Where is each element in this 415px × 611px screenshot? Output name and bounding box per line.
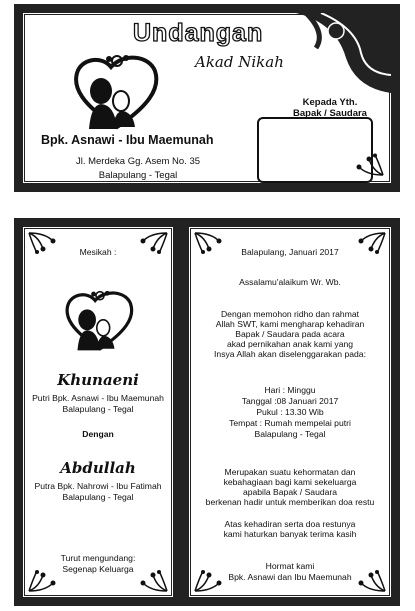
intro-line: Dengan memohon ridho dan rahmat bbox=[220, 309, 360, 319]
intro-line: akad pernikahan anak kami yang bbox=[226, 339, 354, 349]
bride-city: Balapulang - Tegal bbox=[62, 404, 134, 414]
date-place: Balapulang, Januari 2017 bbox=[241, 247, 339, 257]
cover-address bbox=[63, 155, 213, 183]
closing-line-1: Turut mengundang: bbox=[60, 553, 136, 563]
bride-name: Khunaeni bbox=[57, 371, 139, 389]
recipient-line-1: Kepada Yth. bbox=[302, 97, 358, 108]
cover-subtitle: Akad Nikah bbox=[195, 53, 284, 71]
groom-city: Balapulang - Tegal bbox=[62, 492, 134, 502]
left-header: Mesikah : bbox=[79, 247, 117, 257]
couple-heart-icon bbox=[71, 49, 163, 131]
honor-line: Merupakan suatu kehormatan dan bbox=[224, 467, 356, 477]
with-label: Dengan bbox=[82, 429, 114, 439]
closing-line-2: Segenap Keluarga bbox=[62, 564, 134, 574]
inner-left-panel bbox=[14, 218, 182, 606]
bride-parents: Putri Bpk. Asnawi - Ibu Maemunah bbox=[32, 393, 164, 403]
cover-hosts: Bpk. Asnawi - Ibu Maemunah bbox=[41, 133, 214, 147]
address-line-2: Balapulang - Tegal bbox=[98, 170, 178, 181]
signoff-label: Hormat kami bbox=[265, 561, 315, 571]
honor-line: berkenan hadir untuk memberikan doa restu bbox=[205, 497, 375, 507]
intro-line: Insya Allah akan diselenggarakan pada: bbox=[214, 349, 366, 359]
groom-name: Abdullah bbox=[60, 459, 136, 477]
intro-line: Allah SWT, kami mengharap kehadiran bbox=[215, 319, 365, 329]
recipient-line-2: Bapak / Saudara bbox=[293, 108, 367, 119]
honor-line: kebahagiaan bagi kami sekeluarga bbox=[223, 477, 357, 487]
signoff-names: Bpk. Asnawi dan Ibu Maemunah bbox=[228, 572, 352, 582]
thanks-line: kami haturkan banyak terima kasih bbox=[223, 529, 357, 539]
event-time: Pukul : 13.30 Wib bbox=[256, 407, 324, 417]
swirl-corner-icon bbox=[276, 13, 391, 93]
thanks-line: Atas kehadiran serta doa restunya bbox=[224, 519, 356, 529]
honor-line: apabila Bapak / Saudara bbox=[242, 487, 338, 497]
couple-heart-icon bbox=[63, 283, 137, 355]
event-city: Balapulang - Tegal bbox=[254, 429, 326, 439]
address-line-1: Jl. Merdeka Gg. Asem No. 35 bbox=[75, 156, 201, 167]
floral-corner-icon bbox=[355, 153, 385, 177]
invitation-cover bbox=[14, 4, 400, 192]
greeting: Assalamu'alaikum Wr. Wb. bbox=[239, 277, 341, 287]
event-day: Hari : Minggu bbox=[264, 385, 316, 395]
event-date: Tanggal :08 Januari 2017 bbox=[241, 396, 339, 406]
inner-right-panel bbox=[180, 218, 400, 606]
intro-line: Bapak / Saudara pada acara bbox=[235, 329, 345, 339]
recipient-label bbox=[285, 97, 375, 119]
cover-title: Undangan bbox=[133, 19, 264, 47]
event-place: Tempat : Rumah mempelai putri bbox=[229, 418, 351, 428]
groom-parents: Putra Bpk. Nahrowi - Ibu Fatimah bbox=[34, 481, 162, 491]
